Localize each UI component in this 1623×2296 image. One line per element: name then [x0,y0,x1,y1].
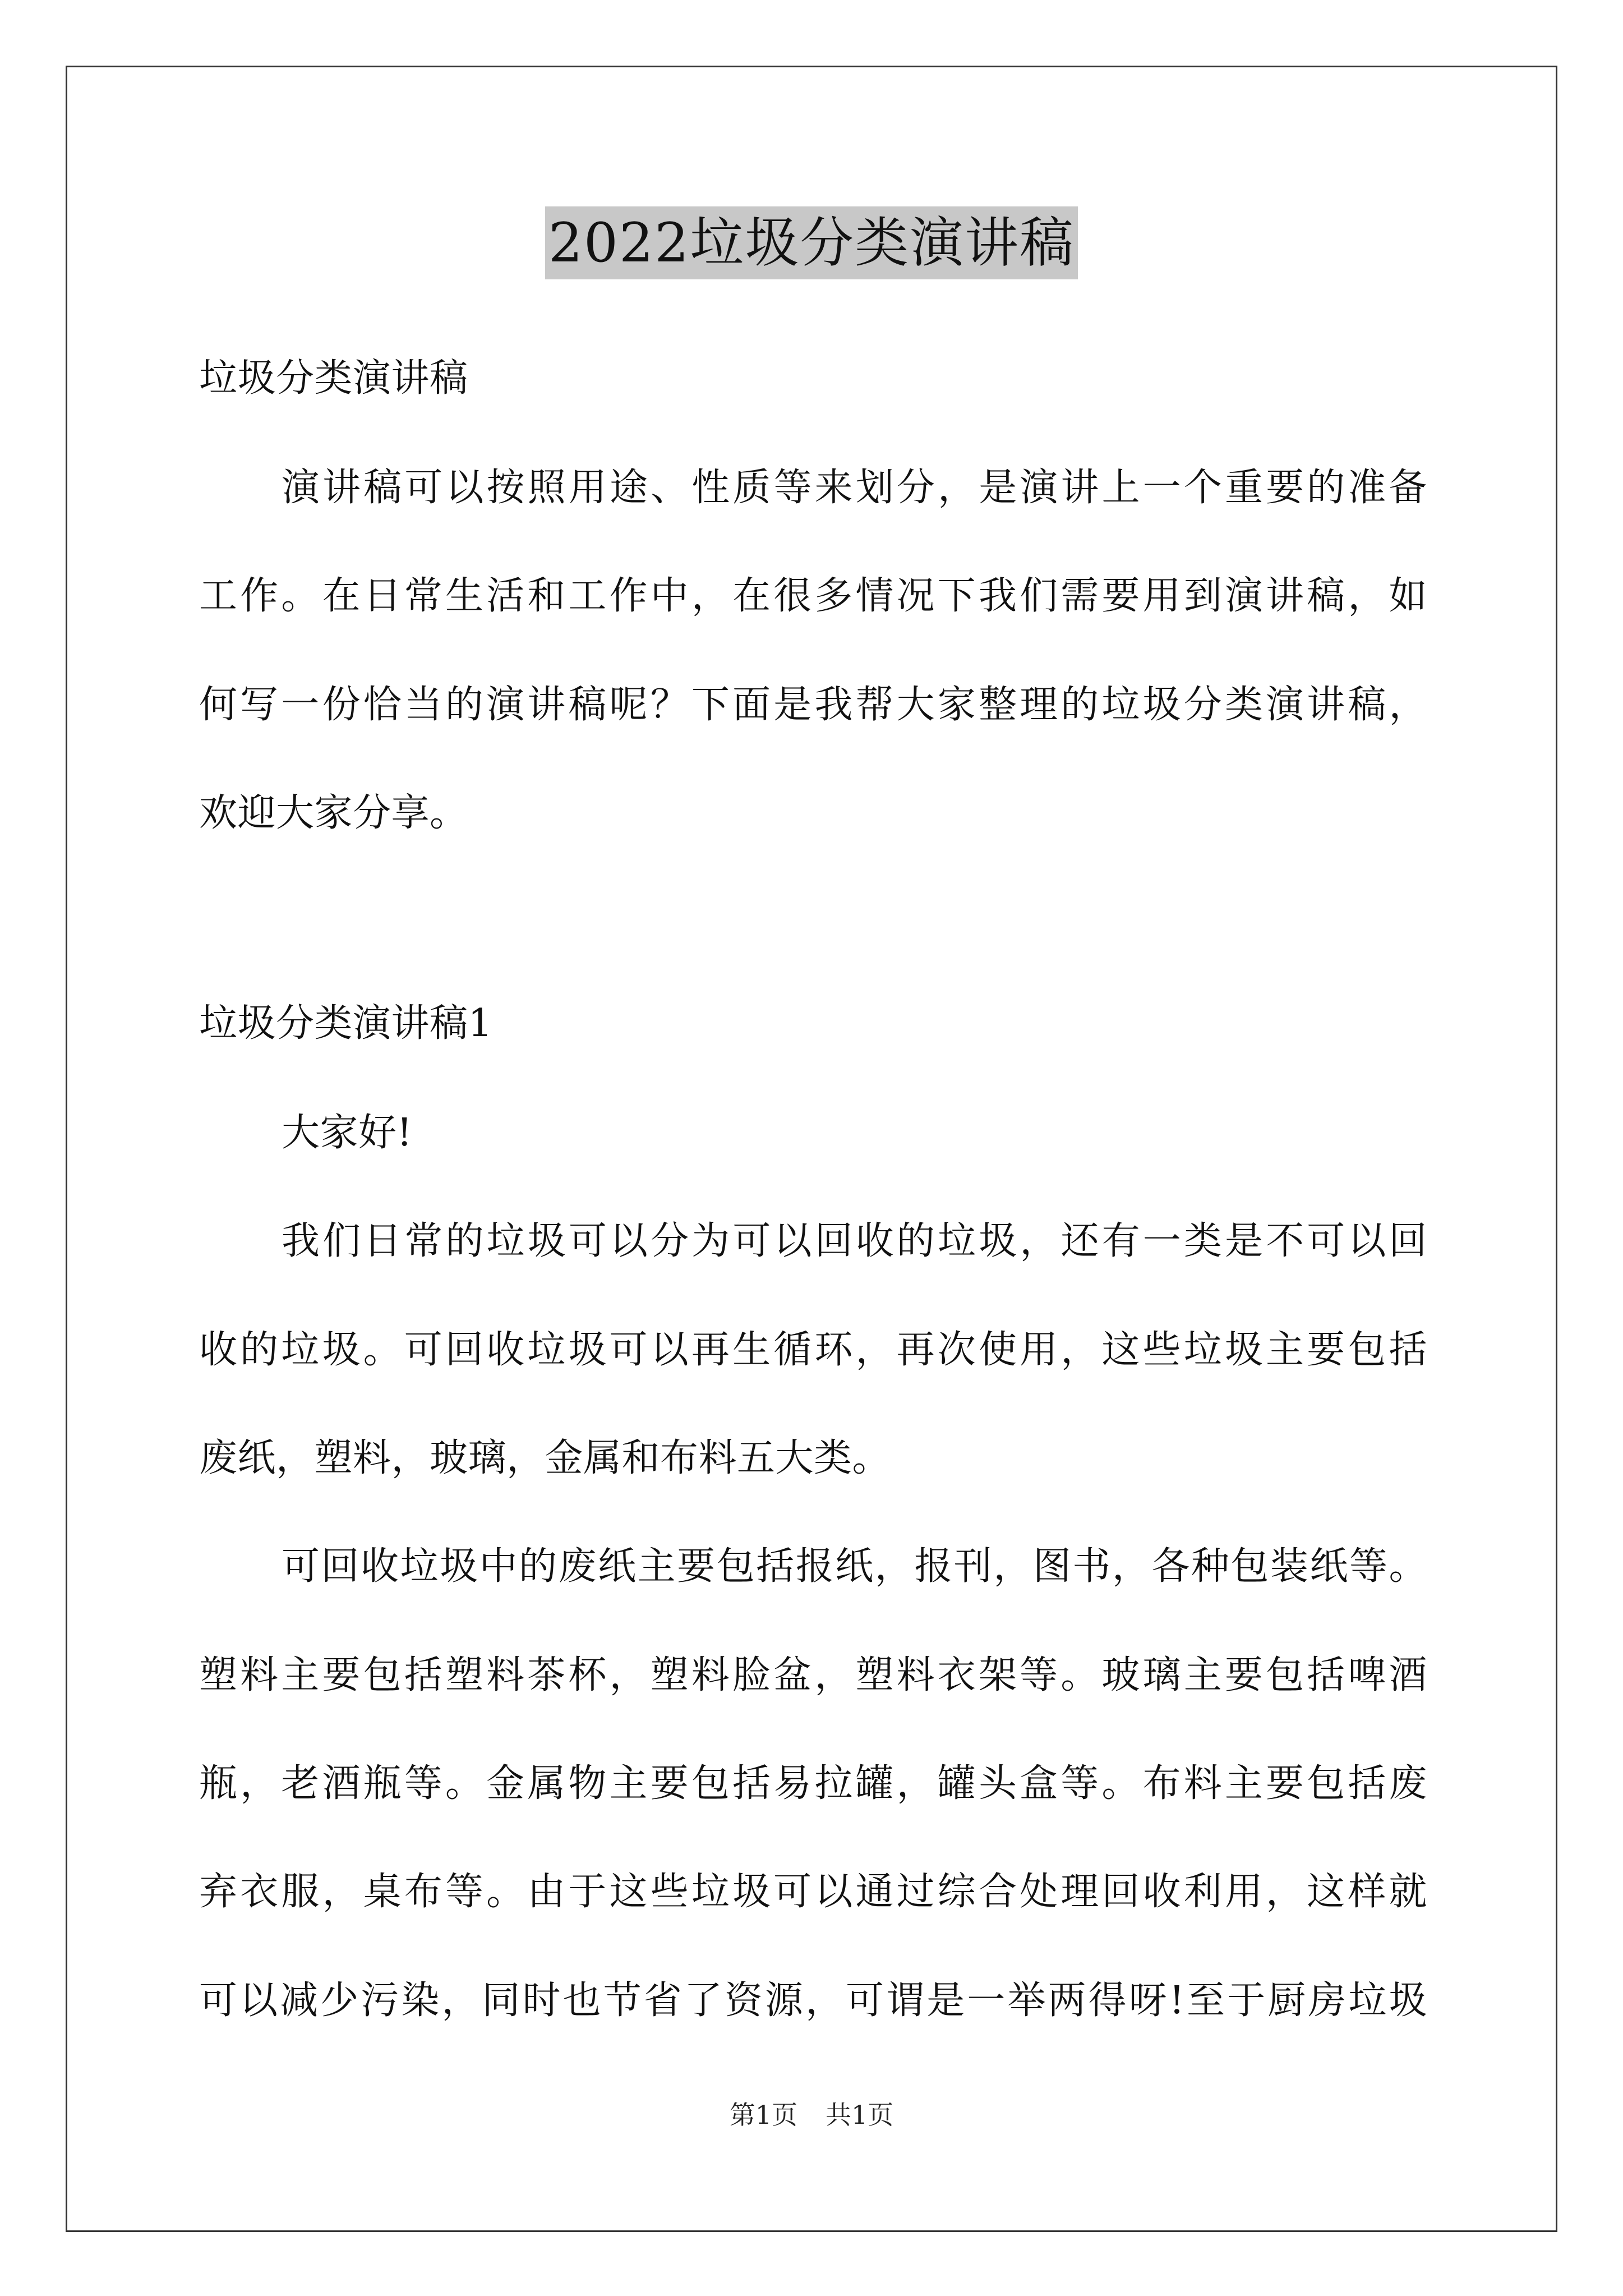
paragraph-line: 塑料主要包括塑料茶杯，塑料脸盆，塑料衣架等。玻璃主要包括啤酒 [199,1653,1427,1697]
paragraph-line: 瓶，老酒瓶等。金属物主要包括易拉罐，罐头盒等。布料主要包括废 [199,1761,1427,1806]
section-heading-intro: 垃圾分类演讲稿 [199,356,468,401]
paragraph-line: 何写一份恰当的演讲稿呢？下面是我帮大家整理的垃圾分类演讲稿， [199,683,1427,727]
title-wrap [0,206,1623,279]
page-footer [0,2098,1623,2132]
paragraph-line: 可以减少污染，同时也节省了资源，可谓是一举两得呀!至于厨房垃圾 [199,1978,1427,2023]
page-number-total: 共1页 [826,2100,894,2130]
document-title: 2022垃圾分类演讲稿 [545,206,1078,279]
paragraph-line: 工作。在日常生活和工作中，在很多情况下我们需要用到演讲稿，如 [199,574,1427,618]
greeting-line: 大家好! [282,1111,413,1155]
paragraph-line: 演讲稿可以按照用途、性质等来划分，是演讲上一个重要的准备 [282,466,1427,510]
paragraph-line: 可回收垃圾中的废纸主要包括报纸，报刊，图书，各种包装纸等。 [282,1544,1427,1589]
paragraph-line: 收的垃圾。可回收垃圾可以再生循环，再次使用，这些垃圾主要包括 [199,1328,1427,1372]
page-number-current: 第1页 [729,2100,797,2130]
paragraph-line: 弃衣服，桌布等。由于这些垃圾可以通过综合处理回收利用，这样就 [199,1870,1427,1914]
section-heading-1: 垃圾分类演讲稿1 [199,1001,493,1046]
paragraph-line: 欢迎大家分享。 [199,791,468,835]
paragraph-line: 我们日常的垃圾可以分为可以回收的垃圾，还有一类是不可以回 [282,1219,1427,1263]
paragraph-line: 废纸，塑料，玻璃，金属和布料五大类。 [199,1436,891,1480]
